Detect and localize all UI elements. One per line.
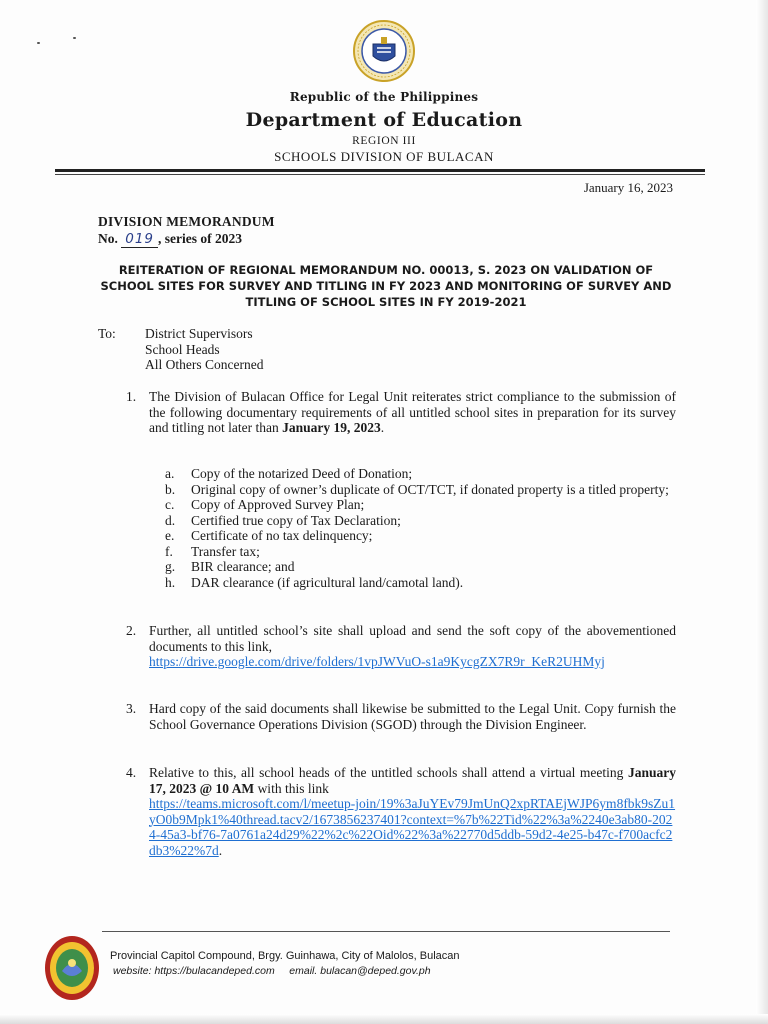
email-link[interactable]: bulacan@deped.gov.ph [320, 965, 431, 977]
paragraph-text: Further, all untitled school’s site shall upload and send the soft copy of the abovementioned documents to this link, [149, 623, 676, 654]
paragraph-2 [126, 623, 676, 670]
memo-date: January 16, 2023 [583, 180, 673, 195]
paragraph-number: 4. [126, 765, 137, 780]
list-text: Copy of Approved Survey Plan; [191, 497, 365, 512]
recipient-list [145, 326, 263, 373]
header-rule [55, 169, 705, 172]
website-label: website: [113, 965, 152, 977]
list-item [165, 575, 685, 591]
to-label: To: [98, 326, 116, 341]
paragraph-number: 2. [126, 623, 137, 638]
list-text: BIR clearance; and [191, 559, 295, 574]
list-item [165, 528, 685, 544]
list-letter: a. [165, 466, 175, 481]
memo-number [98, 231, 242, 247]
paragraph-text [149, 765, 676, 796]
list-text: DAR clearance (if agricultural land/camotal land). [191, 574, 464, 590]
paragraph-body: Relative to this, all school heads of the untitled schools shall attend a virtual meeting [149, 765, 628, 780]
deped-seal-logo [353, 20, 415, 82]
bulacan-division-seal-logo [44, 935, 100, 1001]
drive-folder-link[interactable]: https://drive.google.com/drive/folders/1vpJWVuO-s1a9KycgZX7R9r_KeR2UHMyj [149, 654, 605, 669]
memo-subject: REITERATION OF REGIONAL MEMORANDUM NO. 00013, S. 2023 ON VALIDATION OF SCHOOL SITES FOR SURVEY AND TITLING IN FY 2023 AND MONITORING OF SURVEY AND TITLING OF SCHOOL SITES IN FY 2019-2021 [100, 263, 672, 309]
region-line: REGION III [352, 135, 416, 147]
paragraph-text: Hard copy of the said documents shall likewise be submitted to the Legal Unit. Copy furnish the School Governance Operations Division (SGOD) through the Division Engineer. [149, 701, 676, 732]
list-text: Original copy of owner’s duplicate of OCT/TCT, if donated property is a titled property; [191, 481, 669, 497]
memo-number-prefix: No. [98, 231, 118, 246]
memo-type: DIVISION MEMORANDUM [98, 214, 275, 229]
paragraph-number: 3. [126, 701, 137, 716]
recipient: All Others Concerned [145, 357, 264, 372]
list-letter: g. [165, 559, 176, 574]
footer-rule [102, 931, 670, 932]
website-link[interactable]: https://bulacandeped.com [154, 965, 275, 977]
paragraph-1 [126, 389, 676, 436]
recipient: School Heads [145, 341, 220, 357]
paragraph-end: . [218, 842, 223, 858]
list-item [165, 466, 685, 482]
paragraph-3 [126, 701, 676, 732]
memo-series: , series of 2023 [158, 231, 243, 246]
paragraph-text [149, 389, 676, 436]
paragraph-body: The Division of Bulacan Office for Legal Unit reiterates strict compliance to the submission of the following documentary requirements of all untitled school sites in preparation for its survey and titling not later than [149, 389, 676, 435]
paragraph-body-end: with this link [254, 780, 329, 796]
header-rule-thin [55, 174, 705, 175]
paragraph-end: . [380, 420, 385, 435]
footer-contact [113, 965, 431, 977]
list-letter: b. [165, 481, 176, 497]
meeting-datetime: January 17, 2023 @ 10 AM [149, 765, 676, 796]
deadline-date: January 19, 2023 [282, 420, 381, 435]
scan-speck [37, 42, 40, 44]
paragraph-number: 1. [126, 389, 137, 404]
division-name: SCHOOLS DIVISION OF BULACAN [274, 149, 494, 164]
footer-address: Provincial Capitol Compound, Brgy. Guinhawa, City of Malolos, Bulacan [110, 950, 460, 962]
department-name: Department of Education [245, 109, 523, 131]
list-letter: h. [165, 574, 176, 590]
list-item [165, 544, 685, 560]
teams-meeting-link[interactable]: https://teams.microsoft.com/l/meetup-join/19%3aJuYEv79JmUnQ2xpRTAEjWJP6ym8fbk9sZu1yO0b9Mpk1%40thread.tacv2/1673856237401?context=%7b%22Tid%22%3a%2240e3ab80-2024-45a3-bf76-7a0761a24d29%22%2c%22Oid%22%3a%22770d5ddb-59d2-4e25-b47c-f700acfc2db3%22%7d [149, 796, 676, 858]
republic-line: Republic of the Philippines [289, 90, 479, 104]
paragraph-4 [126, 765, 676, 858]
requirements-list [165, 466, 685, 590]
list-item [165, 559, 685, 575]
list-text: Transfer tax; [191, 543, 260, 559]
email-label: email. [289, 965, 318, 977]
scan-speck [73, 37, 76, 39]
list-letter: f. [165, 543, 173, 559]
recipient: District Supervisors [145, 326, 253, 341]
list-text: Certificate of no tax delinquency; [191, 528, 373, 543]
list-letter: d. [165, 512, 176, 528]
list-item [165, 513, 685, 529]
list-item [165, 482, 685, 498]
meeting-link-wrap [149, 796, 676, 858]
list-text: Copy of the notarized Deed of Donation; [191, 466, 413, 481]
list-text: Certified true copy of Tax Declaration; [191, 512, 401, 528]
list-letter: c. [165, 497, 175, 512]
memo-number-handwritten: 019 [121, 231, 158, 248]
list-letter: e. [165, 528, 175, 543]
list-item [165, 497, 685, 513]
page-bottom-shadow [0, 1014, 768, 1024]
